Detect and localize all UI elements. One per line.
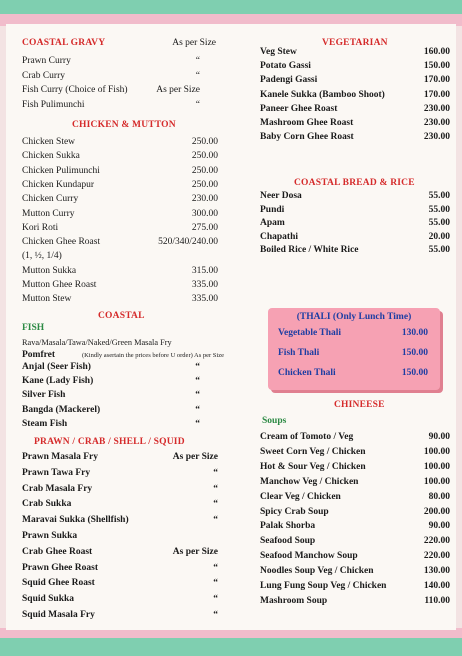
item-price: “ xyxy=(195,99,200,110)
item-price: 150.00 xyxy=(401,368,428,378)
item-price: 170.00 xyxy=(423,89,450,100)
item-price: “ xyxy=(213,562,218,573)
item-price: 250.00 xyxy=(191,137,218,147)
item-name: Crab Ghee Roast xyxy=(22,546,93,557)
item-name: Seafood Soup xyxy=(260,536,316,547)
item-name: Mutton Stew xyxy=(22,294,72,305)
item-name: Silver Fish xyxy=(22,390,66,401)
item-name: Fish Thali xyxy=(278,348,320,358)
item-price: 100.00 xyxy=(423,446,450,457)
item-name: Vegetable Thali xyxy=(278,328,342,338)
fish-subheading: FISH xyxy=(22,323,45,333)
item-price: 520/340/240.00 xyxy=(158,237,218,248)
section-title-chineese: CHINEESE xyxy=(334,400,385,410)
top-border-band xyxy=(0,0,462,14)
item-name: Squid Sukka xyxy=(22,594,75,605)
thali-item xyxy=(278,328,428,338)
item-name: Potato Gassi xyxy=(260,61,311,72)
item-price: 150.00 xyxy=(401,348,428,358)
item-name: Hot & Sour Veg / Chicken xyxy=(260,461,366,472)
item-price: 250.00 xyxy=(191,151,218,162)
item-price: “ xyxy=(195,376,200,387)
item-name: Mashroom Soup xyxy=(260,595,328,606)
item-name: Fish Curry (Choice of Fish) xyxy=(22,85,128,95)
item-name: Baby Corn Ghee Roast xyxy=(260,132,354,143)
item-price: As per Size xyxy=(172,546,218,557)
item-price: 275.00 xyxy=(191,222,218,233)
item-name: Prawn Ghee Roast xyxy=(22,562,98,573)
item-price: 230.00 xyxy=(423,103,450,114)
item-price: As per Size xyxy=(156,85,200,95)
item-name: Clear Veg / Chicken xyxy=(260,491,341,502)
soups-subheading: Soups xyxy=(262,416,287,426)
item-price: 130.00 xyxy=(423,566,450,577)
item-price: 110.00 xyxy=(424,595,450,606)
item-name: Chicken Sukka xyxy=(22,151,80,162)
item-price: “ xyxy=(213,499,218,510)
item-name: Palak Shorba xyxy=(260,521,316,532)
item-price: 220.00 xyxy=(423,536,450,547)
item-name: Prawn Sukka xyxy=(22,531,78,541)
item-name: Spicy Crab Soup xyxy=(260,506,329,517)
item-name: Chicken Ghee Roast xyxy=(22,237,101,248)
item-price: As per Size xyxy=(172,452,218,462)
item-price: 55.00 xyxy=(428,245,450,256)
section-title-coastal-gravy: COASTAL GRAVY xyxy=(22,38,106,48)
item-price: 100.00 xyxy=(423,461,450,472)
item-name: Seafood Manchow Soup xyxy=(260,551,358,562)
item-name: Chicken Stew xyxy=(22,137,76,147)
item-name: Maravai Sukka (Shellfish) xyxy=(22,515,129,526)
item-name: Chapathi xyxy=(260,231,299,242)
item-name: Cream of Tomoto / Veg xyxy=(260,432,354,442)
item-price: “ xyxy=(195,70,200,81)
item-price: 55.00 xyxy=(428,218,450,229)
thali-title: (THALI (Only Lunch Time) xyxy=(296,312,412,322)
item-name: Prawn Curry xyxy=(22,56,71,66)
item-price: 220.00 xyxy=(423,551,450,562)
item-price: 335.00 xyxy=(191,280,218,290)
item-name: Mutton Ghee Roast xyxy=(22,280,97,290)
item-name: Prawn Masala Fry xyxy=(22,452,98,462)
item-name: Crab Curry xyxy=(22,70,66,81)
menu-page: COASTAL GRAVY As per Size Prawn Curry “ Crab Curry “ Fish Curry (Choice of Fish) As per Size Fish Pulimunchi “ CHICKEN & MUTTON Chicken Stew 250.00 Chicken Sukka 250.00 Chicken Pulimunchi 250.00 Chicken Kundapur 250.00 Chicken Curry 230.00 Mutton Curry 300.00 Kori Roti 275.00 Chicken Ghee Roast 520/340/240.00 (1, ½, 1/4) Mutton Sukka 315.00 Mutton Ghee Roast 335.00 Mutton Stew 335.00 COASTAL FISH Rava/Masala/Tawa/Naked/Green Masala Fry Pomfret (Kindly asertain the prices before U order) As per Size Anjal (Seer Fish) “ Kane (Lady Fish) “ Silver Fish “ Bangda (Mackerel) “ Steam Fish “ PRAWN / CRAB / SHELL / SQUID Prawn Masala Fry As per Size Prawn Tawa Fry “ Crab Masala Fry “ Crab Sukka “ Maravai Sukka (Shellfish) “ Prawn Sukka Crab Ghee Roast As per Size Prawn Ghee Roast “ Squid Ghee Roast “ Squid Sukka “ Squid Masala Fry “ VEGETARIAN Veg Stew 160.00 Potato Gassi 150.00 Padengi Gassi 170.00 Kanele Sukka (Bamboo Shoot) 170.00 Paneer Ghee Roast 230.00 Mashroom Ghee Roast 230.00 Baby Corn Ghee Roast 230.00 COASTAL BREAD & RICE Neer Dosa 55.00 Pundi 55.00 Apam 55.00 Chapathi 20.00 Boiled Rice / White Rice 55.00 CHINEESE Soups Cream of Tomoto / Veg 90.00 Sweet Corn Veg / Chicken 100.00 Hot & Sour Veg / Chicken 100.00 Manchow Veg / Chicken 100.00 Clear Veg / Chicken 80.00 Spicy Crab Soup 200.00 Palak Shorba 90.00 Seafood Soup 220.00 Seafood Manchow Soup 220.00 Noodles Soup Veg / Chicken 130.00 Lung Fung Soup Veg / Chicken 140.00 Mashroom Soup 110.00 (THALI (Only Lunch Time) Vegetable Thali 130.00 Fish Thali 150.00 Chicken Thali 150.00 xyxy=(6,24,456,630)
item-name: Crab Sukka xyxy=(22,499,72,510)
item-price: “ xyxy=(213,610,218,620)
section-title-chicken-mutton: CHICKEN & MUTTON xyxy=(72,120,176,130)
item-price: 230.00 xyxy=(191,194,218,205)
item-name: Veg Stew xyxy=(260,47,297,57)
item-price: 170.00 xyxy=(423,75,450,86)
section-title-coastal-bread-rice: COASTAL BREAD & RICE xyxy=(294,178,415,188)
item-price: “ xyxy=(195,362,200,372)
item-price: 250.00 xyxy=(191,179,218,190)
item-price: “ xyxy=(213,467,218,478)
item-name: Prawn Tawa Fry xyxy=(22,467,91,478)
item-name: Bangda (Mackerel) xyxy=(22,404,101,415)
item-name: Mashroom Ghee Roast xyxy=(260,118,354,128)
item-name: Padengi Gassi xyxy=(260,75,318,86)
item-name: Mutton Curry xyxy=(22,208,75,219)
thali-item xyxy=(278,368,428,378)
item-name: Anjal (Seer Fish) xyxy=(22,362,91,372)
item-price: 160.00 xyxy=(423,47,450,57)
item-name: Neer Dosa xyxy=(260,191,302,201)
item-price: “ xyxy=(213,483,218,494)
item-name: Chicken Kundapur xyxy=(22,179,95,190)
item-name: Chicken Pulimunchi xyxy=(22,165,100,176)
item-name: Lung Fung Soup Veg / Chicken xyxy=(260,581,387,591)
item-name: Paneer Ghee Roast xyxy=(260,103,338,114)
item-name: Kanele Sukka (Bamboo Shoot) xyxy=(260,89,385,100)
item-name: Chicken Thali xyxy=(278,368,336,378)
item-name: Chicken Curry xyxy=(22,194,79,205)
thali-item xyxy=(278,348,428,358)
section-title-coastal: COASTAL xyxy=(98,311,145,321)
item-name: Apam xyxy=(260,218,285,229)
item-price: “ xyxy=(195,418,200,429)
item-price: 90.00 xyxy=(428,521,450,532)
item-price: 55.00 xyxy=(428,191,450,201)
item-price: 230.00 xyxy=(423,132,450,143)
item-price: 80.00 xyxy=(428,491,450,502)
section-title-vegetarian: VEGETARIAN xyxy=(322,38,388,48)
item-name: Noodles Soup Veg / Chicken xyxy=(260,566,374,577)
item-name: Boiled Rice / White Rice xyxy=(260,245,359,256)
item-price: 335.00 xyxy=(191,294,218,305)
item-price: 315.00 xyxy=(191,265,218,276)
item-price: “ xyxy=(213,594,218,605)
item-price: 150.00 xyxy=(423,61,450,72)
item-name: Squid Masala Fry xyxy=(22,610,95,620)
item-price: “ xyxy=(195,390,200,401)
item-name: (1, ½, 1/4) xyxy=(22,251,62,262)
item-price: 230.00 xyxy=(423,118,450,128)
item-price: 20.00 xyxy=(428,231,450,242)
item-name: Kori Roti xyxy=(22,222,59,233)
item-price: 250.00 xyxy=(191,165,218,176)
item-price: “ xyxy=(213,515,218,526)
item-name: Pundi xyxy=(260,204,285,215)
item-name: Fish Pulimunchi xyxy=(22,99,85,110)
item-price: “ xyxy=(195,404,200,415)
item-price: 100.00 xyxy=(423,476,450,487)
item-name: Manchow Veg / Chicken xyxy=(260,476,359,487)
item-name: Squid Ghee Roast xyxy=(22,578,95,589)
item-price: 200.00 xyxy=(423,506,450,517)
item-price: 140.00 xyxy=(423,581,450,591)
item-price: 90.00 xyxy=(428,432,450,442)
thali-box xyxy=(268,308,440,390)
item-price: “ xyxy=(195,56,200,66)
bottom-border-band xyxy=(0,638,462,656)
item-name: Mutton Sukka xyxy=(22,265,77,276)
item-name: Steam Fish xyxy=(22,418,68,429)
item-price: 55.00 xyxy=(428,204,450,215)
item-price: 300.00 xyxy=(191,208,218,219)
item-name: Sweet Corn Veg / Chicken xyxy=(260,446,366,457)
item-name: Crab Masala Fry xyxy=(22,483,93,494)
item-price: “ xyxy=(213,578,218,589)
item-price: 130.00 xyxy=(401,328,428,338)
item-name: Kane (Lady Fish) xyxy=(22,376,94,387)
section-title-prawn-crab: PRAWN / CRAB / SHELL / SQUID xyxy=(34,437,185,447)
